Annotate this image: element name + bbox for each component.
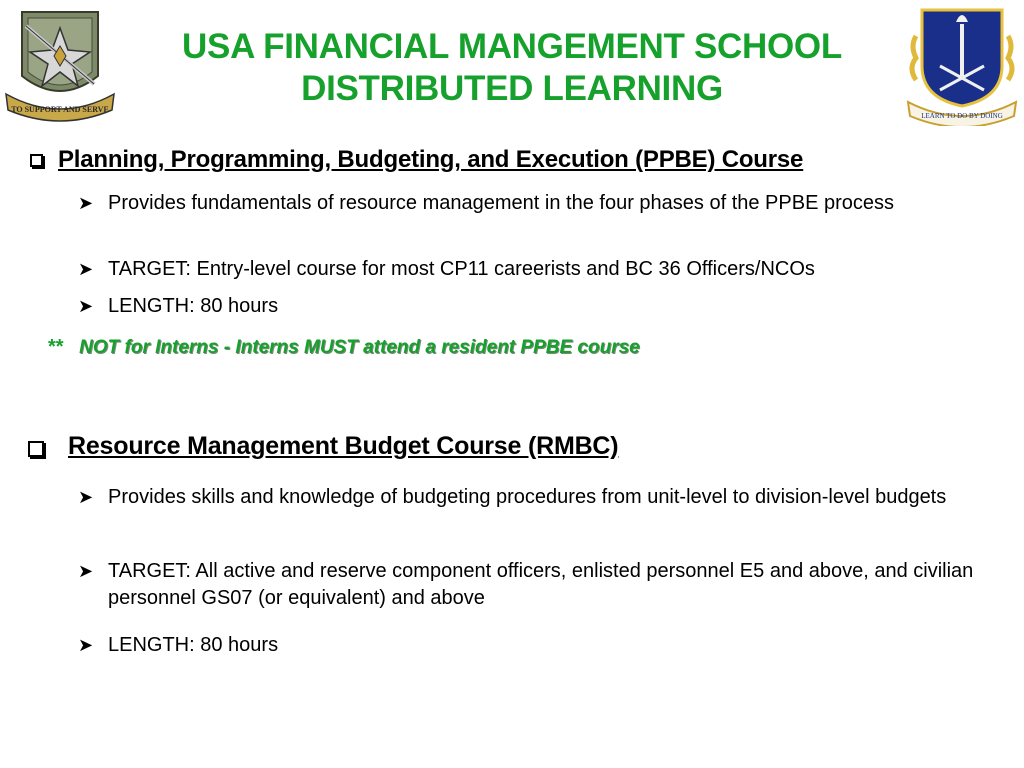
arrow-bullet-icon: ➤	[78, 635, 94, 655]
section-heading-rmbc: Resource Management Budget Course (RMBC)	[68, 432, 619, 460]
list-item-rmbc-2: ➤ TARGET: All active and reserve component officers, enlisted personnel E5 and above, and civilian personnel GS07 (or equivalent) and above	[78, 560, 974, 609]
page-title	[120, 26, 904, 110]
army-school-crest-icon	[902, 6, 1022, 126]
note-stars: **	[48, 336, 64, 358]
arrow-bullet-icon: ➤	[78, 193, 94, 213]
checkbox-bullet-icon	[30, 154, 43, 167]
arrow-bullet-icon: ➤	[78, 259, 94, 279]
finance-corps-insignia-icon	[2, 6, 118, 122]
intern-note	[48, 336, 640, 359]
svg-text:LEARN TO DO BY DOING: LEARN TO DO BY DOING	[921, 112, 1003, 120]
section-heading-ppbe: Planning, Programming, Budgeting, and Execution (PPBE) Course	[58, 146, 804, 173]
title-line-1: USA FINANCIAL MANGEMENT SCHOOL	[182, 27, 842, 66]
list-item-ppbe-1: ➤ Provides fundamentals of resource management in the four phases of the PPBE process	[78, 190, 998, 244]
arrow-bullet-icon: ➤	[78, 487, 94, 507]
checkbox-bullet-icon	[28, 441, 44, 457]
list-item-rmbc-1: ➤ Provides skills and knowledge of budgeting procedures from unit-level to division-level budgets	[78, 484, 998, 538]
arrow-bullet-icon: ➤	[78, 296, 94, 316]
list-item-ppbe-2: ➤ TARGET: Entry-level course for most CP11 careerists and BC 36 Officers/NCOs	[78, 256, 998, 283]
list-item-ppbe-3: ➤ LENGTH: 80 hours	[78, 293, 998, 320]
svg-text:TO SUPPORT AND SERVE: TO SUPPORT AND SERVE	[11, 105, 109, 114]
arrow-bullet-icon: ➤	[78, 561, 94, 581]
title-line-2: DISTRIBUTED LEARNING	[301, 69, 723, 108]
list-item-rmbc-3: ➤ LENGTH: 80 hours	[78, 632, 998, 659]
note-text: NOT for Interns - Interns MUST attend a resident PPBE course	[79, 337, 640, 358]
